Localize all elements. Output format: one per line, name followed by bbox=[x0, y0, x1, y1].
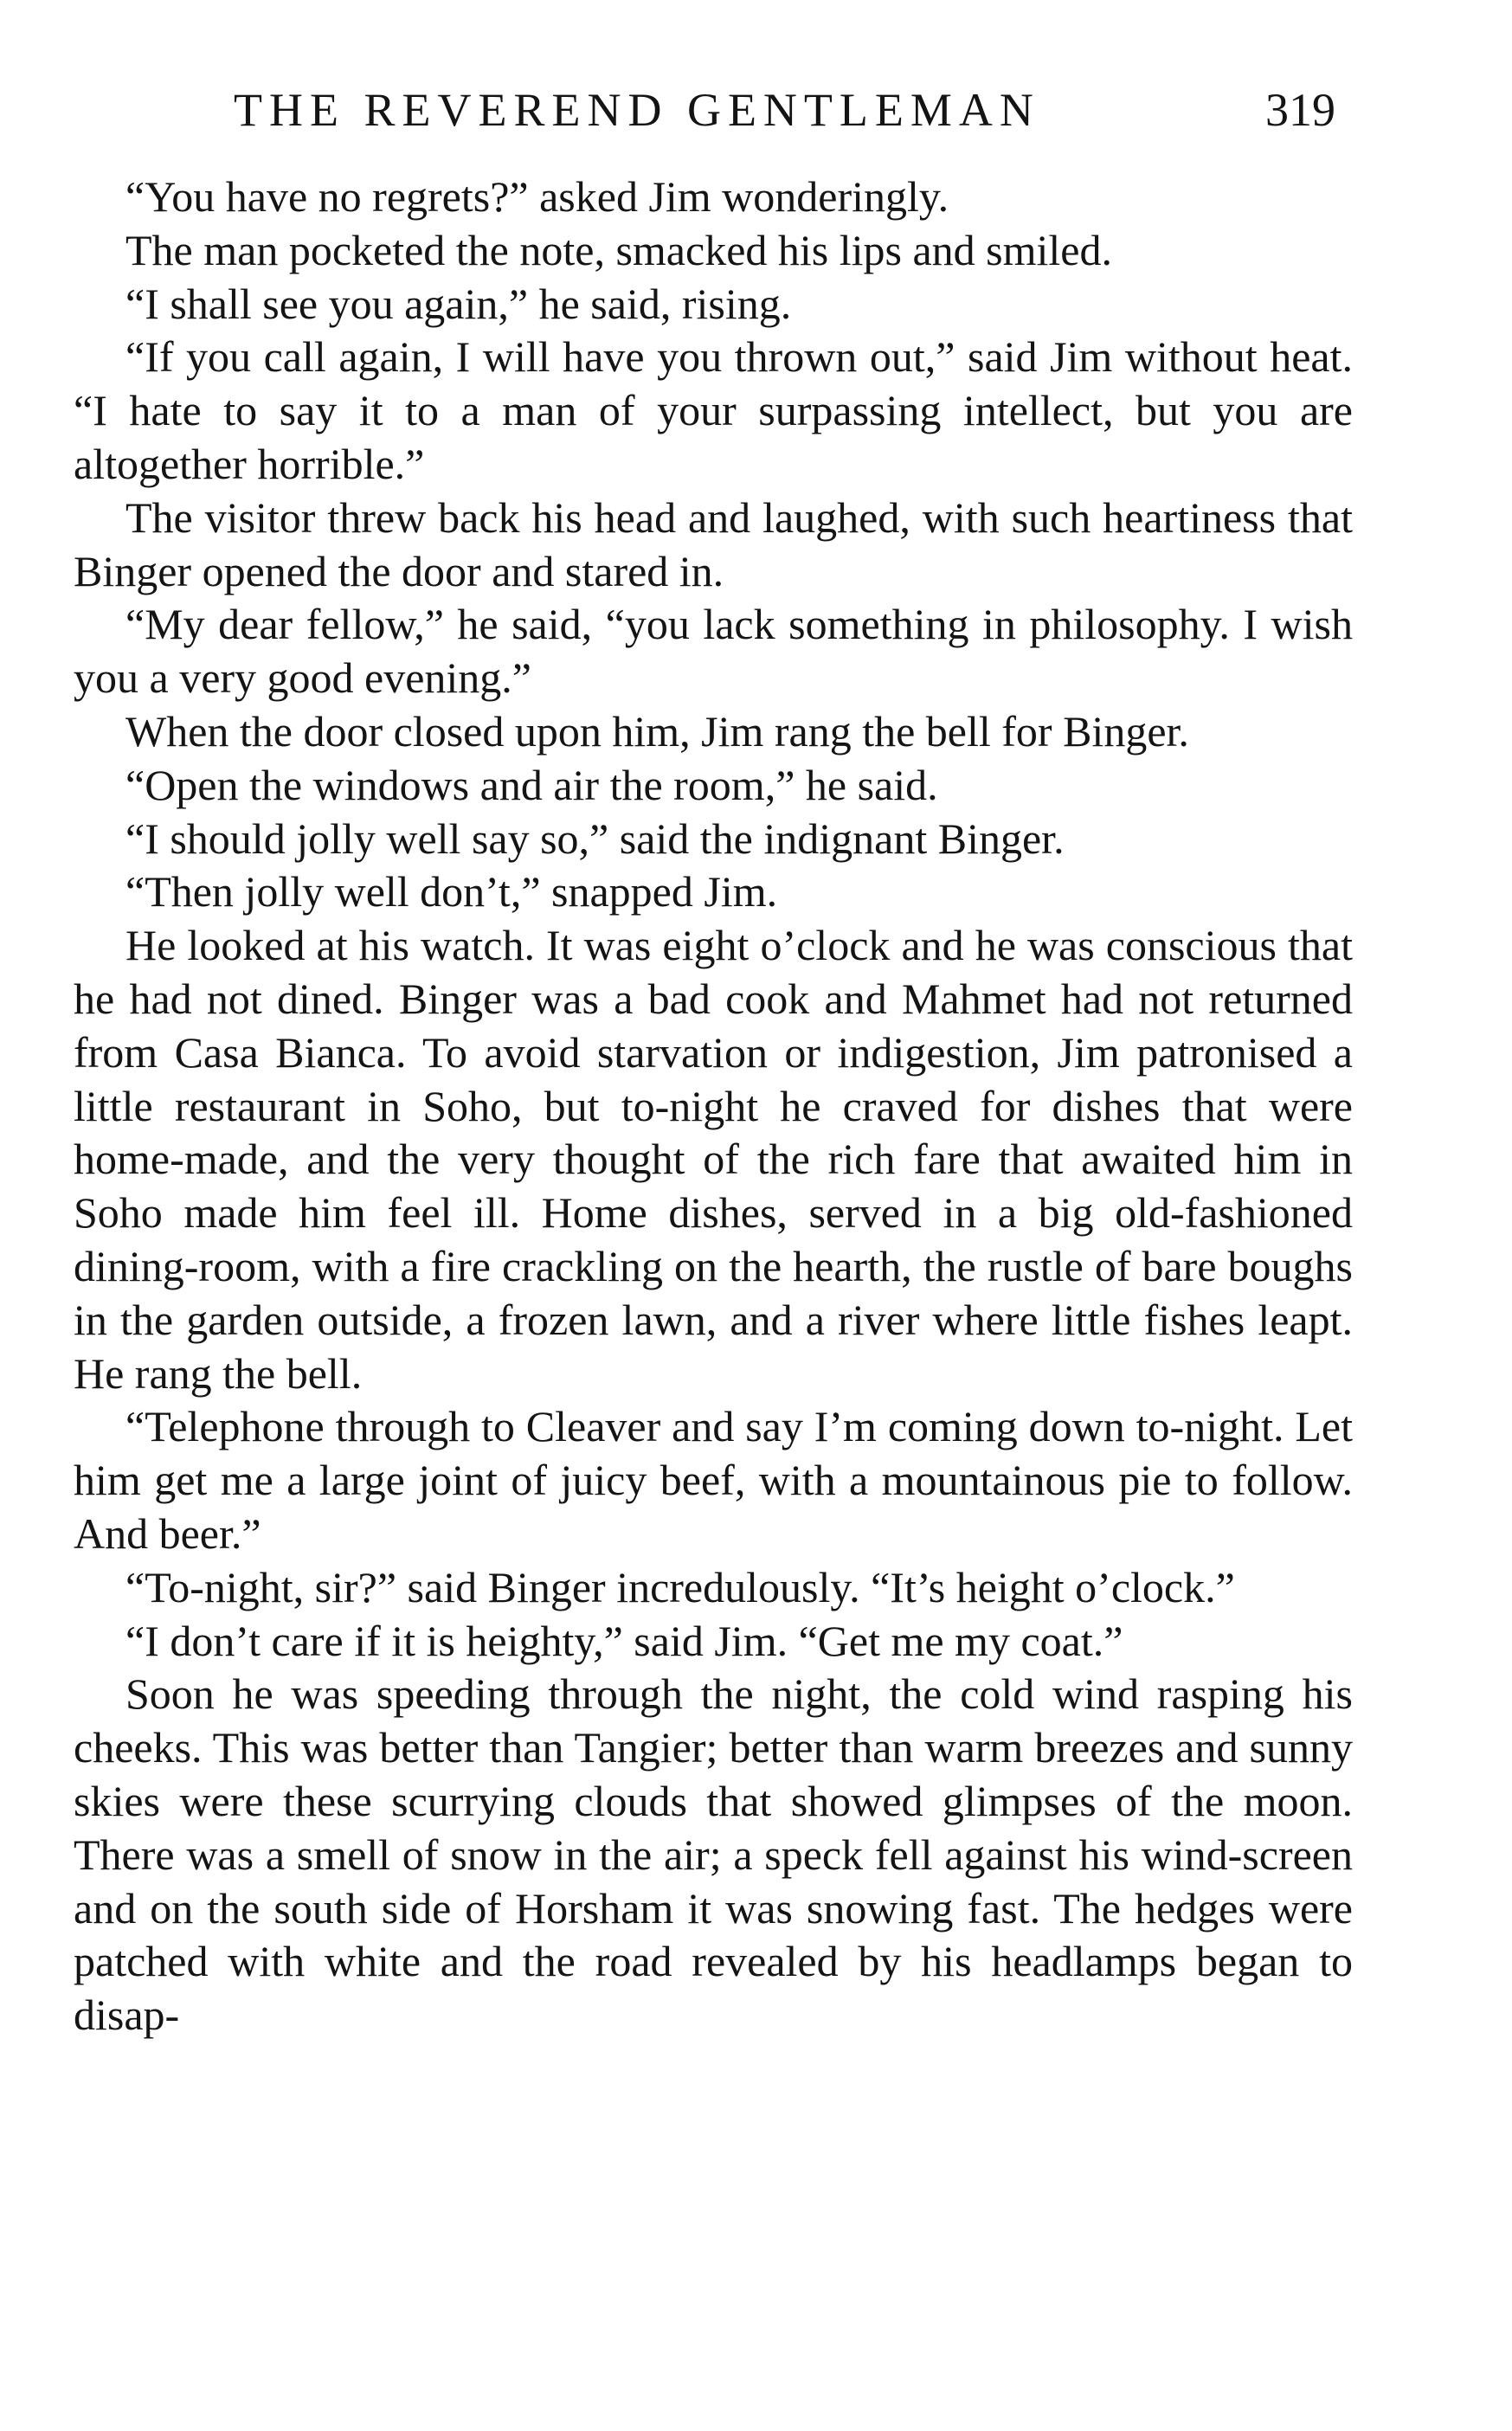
paragraph: “You have no regrets?” asked Jim wonderingly. bbox=[125, 172, 949, 221]
paragraph: “Then jolly well don’t,” snapped Jim. bbox=[125, 867, 778, 916]
paragraph: “Open the windows and air the room,” he said. bbox=[125, 760, 938, 809]
paragraph: “If you call again, I will have you thrown out,” said Jim without heat. “I hate to say it to a man of your surpassing intellect, but you are altogether horrible.” bbox=[74, 332, 1353, 488]
running-head bbox=[74, 80, 1353, 140]
paragraph: “Telephone through to Cleaver and say I’m coming down to-night. Let him get me a large joint of juicy beef, with a mountainous pie to follow. And beer.” bbox=[74, 1402, 1353, 1558]
book-page bbox=[74, 0, 1353, 2431]
paragraph: “My dear fellow,” he said, “you lack something in philosophy. I wish you a very good evening.” bbox=[74, 600, 1353, 703]
paragraph: When the door closed upon him, Jim rang the bell for Binger. bbox=[125, 706, 1189, 756]
paragraph: “I should jolly well say so,” said the indignant Binger. bbox=[125, 814, 1065, 863]
running-title: THE REVEREND GENTLEMAN bbox=[234, 84, 1040, 136]
paragraph: “I don’t care if it is heighty,” said Jim. “Get me my coat.” bbox=[125, 1616, 1123, 1665]
paragraph: “To-night, sir?” said Binger incredulously. “It’s height o’clock.” bbox=[125, 1562, 1235, 1611]
paragraph: He looked at his watch. It was eight o’clock and he was conscious that he had not dined. Binger was a bad cook and Mahmet had not returned from Casa Bianca. To avoid starvation or indigestion, Jim patronised a little restaurant in Soho, but to-night he craved for dishes that were home-made, and the very thought of the rich fare that awaited him in Soho made him feel ill. Home dishes, served in a big old-fashioned dining-room, with a fire crackling on the hearth, the rustle of bare boughs in the garden outside, a frozen lawn, and a river where little fishes leapt. He rang the bell. bbox=[74, 921, 1353, 1398]
paragraph: The man pocketed the note, smacked his lips and smiled. bbox=[125, 225, 1112, 274]
paragraph: The visitor threw back his head and laughed, with such heartiness that Binger opened the door and stared in. bbox=[74, 492, 1353, 595]
paragraph: Soon he was speeding through the night, the cold wind rasping his cheeks. This was better than Tangier; better than warm breezes and sunny skies were these scurrying clouds that showed glimpses of the moon. There was a smell of snow in the air; a speck fell against his wind-screen and on the south side of Horsham it was snowing fast. The hedges were patched with white and the road revealed by his headlamps began to disap- bbox=[74, 1669, 1353, 2040]
body-text bbox=[74, 170, 1353, 2042]
page-number: 319 bbox=[1265, 84, 1335, 136]
paragraph: “I shall see you again,” he said, rising. bbox=[125, 279, 792, 328]
